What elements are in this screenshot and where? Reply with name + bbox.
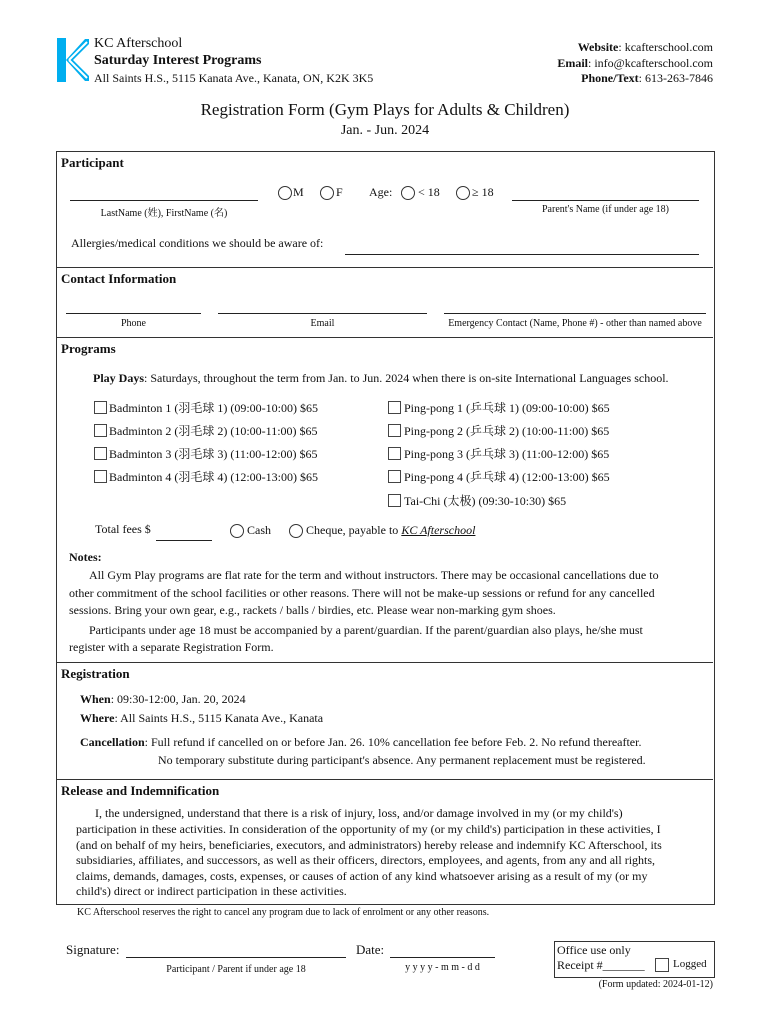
cancellation-line [80,735,641,750]
release-line: I, the undersigned, understand that there is a risk of injury, loss, and/or damage involved in my (or my child's) [95,806,623,820]
contact-heading: Contact Information [61,271,177,286]
badminton-3-label: Badminton 3 (羽毛球 3) (11:00-12:00) $65 [109,447,318,461]
badminton-4-checkbox[interactable] [94,470,107,483]
registration-heading: Registration [61,666,130,681]
notes-line: All Gym Play programs are flat rate for the term and without instructors. There may be occasional cancellations due to [89,568,659,582]
phone-field[interactable] [66,313,201,314]
play-days-label: Play Days [93,371,144,385]
kc-logo [55,36,89,84]
cash-radio[interactable] [230,524,244,538]
emergency-contact-caption: Emergency Contact (Name, Phone #) - other than named above [448,318,702,329]
reserve-note: KC Afterschool reserves the right to cancel any program due to lack of enrolment or any other reasons. [77,907,490,918]
badminton-4-label: Badminton 4 (羽毛球 4) (12:00-13:00) $65 [109,470,318,484]
phone-value: : 613-263-7846 [638,71,713,85]
taichi-checkbox[interactable] [388,494,401,507]
release-line: child's) direct or indirect participation in these activities. [76,884,347,898]
logged-label: Logged [673,958,707,970]
badminton-2-checkbox[interactable] [94,424,107,437]
phone-line [581,71,713,86]
allergies-label: Allergies/medical conditions we should be aware of: [71,236,324,250]
release-line: participation in these activities. In consideration of the opportunity of my (or my child's) participation in these activities, I [76,822,661,836]
org-name: KC Afterschool [94,36,183,51]
age-over-18-radio[interactable] [456,186,470,200]
email-label: Email [557,56,588,70]
form-title: Registration Form (Gym Plays for Adults & Children) [200,100,570,119]
gender-m-label: M [293,185,304,199]
name-caption: LastName (姓), FirstName (名) [100,208,228,219]
where-label: Where [80,711,115,725]
notes-line: register with a separate Registration Form. [69,640,274,654]
total-fees-field[interactable] [156,540,212,541]
cancellation-label: Cancellation [80,735,145,749]
pingpong-3-checkbox[interactable] [388,447,401,460]
section-divider [56,267,713,268]
badminton-1-checkbox[interactable] [94,401,107,414]
phone-caption: Phone [121,318,146,329]
email-field[interactable] [218,313,427,314]
pingpong-2-checkbox[interactable] [388,424,401,437]
email-value[interactable]: : info@kcafterschool.com [587,56,713,70]
website-value[interactable]: : kcafterschool.com [618,40,713,54]
cheque-radio[interactable] [289,524,303,538]
cancellation-text: : Full refund if cancelled on or before Jan. 26. 10% cancellation fee before Feb. 2. No refund thereafter. [144,735,642,749]
gender-m-radio[interactable] [278,186,292,200]
age-label: Age: [369,185,393,199]
where-text: : All Saints H.S., 5115 Kanata Ave., Kanata [114,711,324,725]
date-field[interactable] [390,957,495,958]
gender-f-radio[interactable] [320,186,334,200]
notes-line: Participants under age 18 must be accompanied by a parent/guardian. If the parent/guardian also plays, he/she must [89,623,643,637]
pingpong-1-checkbox[interactable] [388,401,401,414]
play-days-line [93,371,669,386]
date-caption: y y y y - m m - d d [405,962,480,973]
name-field[interactable] [70,200,258,201]
total-fees-label: Total fees $ [95,522,151,536]
cancellation-line-2: No temporary substitute during participant's absence. Any permanent replacement must be registered. [158,753,646,767]
signature-label: Signature: [66,942,120,957]
website-line [578,40,713,55]
when-line [80,692,246,707]
release-line: subsidiaries, affiliates, and successors, as well as their officers, directors, employees, and agents, from any and all rights, [76,853,656,867]
cheque-payee: KC Afterschool [401,523,476,537]
cheque-line [306,523,475,538]
gender-f-label: F [336,185,343,199]
badminton-1-label: Badminton 1 (羽毛球 1) (09:00-10:00) $65 [109,401,318,415]
office-use-title: Office use only [557,943,631,957]
where-line [80,711,323,726]
parent-name-caption: Parent's Name (if under age 18) [541,204,670,215]
age-over-18-label: ≥ 18 [472,185,494,199]
participant-heading: Participant [61,155,124,170]
badminton-2-label: Badminton 2 (羽毛球 2) (10:00-11:00) $65 [109,424,318,438]
allergies-field[interactable] [345,254,699,255]
age-under-18-radio[interactable] [401,186,415,200]
program-name: Saturday Interest Programs [94,53,262,68]
email-line [557,56,713,71]
org-address: All Saints H.S., 5115 Kanata Ave., Kanata, ON, K2K 3K5 [94,71,374,85]
emergency-contact-field[interactable] [444,313,706,314]
email-caption: Email [310,318,335,329]
pingpong-3-label: Ping-pong 3 (乒乓球 3) (11:00-12:00) $65 [404,447,610,461]
pingpong-4-checkbox[interactable] [388,470,401,483]
section-divider [56,337,713,338]
phone-label: Phone/Text [581,71,639,85]
age-under-18-label: < 18 [418,185,440,199]
pingpong-4-label: Ping-pong 4 (乒乓球 4) (12:00-13:00) $65 [404,470,610,484]
pingpong-2-label: Ping-pong 2 (乒乓球 2) (10:00-11:00) $65 [404,424,610,438]
date-label: Date: [356,942,385,957]
notes-line: other commitment of the school facilities or other reasons. There will not be make-up sessions or refund for any cancelled [69,586,655,600]
website-label: Website [577,40,619,54]
release-line: (and on behalf of my heirs, beneficiaries, executors, and administrators) hereby release and indemnify KC Afterschool, its [76,838,662,852]
receipt-field[interactable]: Receipt #_______ [557,958,645,972]
form-updated: (Form updated: 2024-01-12) [598,979,713,990]
signature-caption: Participant / Parent if under age 18 [166,964,306,975]
taichi-label: Tai-Chi (太极) (09:30-10:30) $65 [404,494,567,508]
play-days-text: : Saturdays, throughout the term from Jan. to Jun. 2024 when there is on-site International Languages school. [144,371,669,385]
when-text: : 09:30-12:00, Jan. 20, 2024 [110,692,246,706]
release-line: claims, demands, damages, costs, expenses, or causes of action of any kind whatsoever arising as a result of my (or my [76,869,648,883]
notes-line: sessions. Bring your own gear, e.g., rackets / balls / birdies, etc. Please wear non-marking gym shoes. [69,603,556,617]
form-subtitle: Jan. - Jun. 2024 [340,123,430,138]
release-heading: Release and Indemnification [61,783,220,798]
cheque-label: Cheque, payable to [306,523,402,537]
notes-heading: Notes: [69,550,102,564]
section-divider [56,662,713,663]
pingpong-1-label: Ping-pong 1 (乒乓球 1) (09:00-10:00) $65 [404,401,610,415]
parent-name-field[interactable] [512,200,699,201]
section-divider [56,779,713,780]
cash-label: Cash [247,523,271,537]
signature-field[interactable] [126,957,346,958]
when-label: When [80,692,111,706]
logged-checkbox[interactable] [655,958,669,972]
programs-heading: Programs [61,341,116,356]
badminton-3-checkbox[interactable] [94,447,107,460]
